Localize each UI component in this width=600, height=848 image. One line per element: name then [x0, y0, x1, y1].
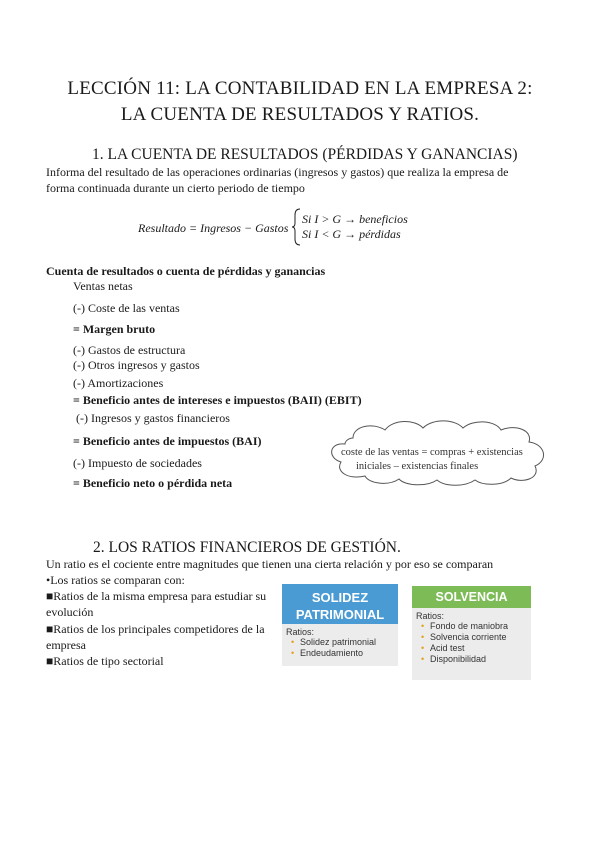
account-item-financieros: (-) Ingresos y gastos financieros [73, 411, 230, 425]
solvencia-ratios-list [416, 621, 527, 665]
solidez-ratios-list [286, 637, 394, 659]
formula-lhs: Resultado = Ingresos − Gastos [138, 221, 289, 235]
solvencia-ratio-item: • Acid test [430, 643, 527, 654]
formula-brace-icon [291, 208, 301, 246]
formula-case-benefits: Si I > G → beneficios [302, 212, 408, 226]
ratio-bullet-3: ■Ratios de tipo sectorial [46, 654, 164, 668]
account-item-ventas-netas: Ventas netas [73, 279, 133, 293]
solvencia-header: SOLVENCIA [412, 586, 531, 608]
ratio-bullet-1-line2: evolución [46, 605, 94, 619]
solvencia-ratio-item: • Fondo de maniobra [430, 621, 527, 632]
page-title-line2: LA CUENTA DE RESULTADOS Y RATIOS. [120, 104, 480, 125]
account-item-amortizaciones: (-) Amortizaciones [73, 376, 164, 390]
account-item-gastos-estructura: (-) Gastos de estructura [73, 343, 186, 357]
account-item-bai: = Beneficio antes de impuestos (BAI) [73, 434, 262, 448]
ratio-bullet-2-line1: ■Ratios de los principales competidores de la [46, 622, 265, 636]
solidez-ratios-label: Ratios: [286, 627, 315, 637]
cloud-text-line1: coste de las ventas = compras + existencias [341, 447, 523, 458]
solidez-title-line2: PATRIMONIAL [295, 607, 385, 622]
solvencia-card [412, 608, 531, 680]
solidez-patrimonial-card [282, 624, 398, 666]
ratio-bullet-1-line1: ■Ratios de la misma empresa para estudiar su [46, 589, 267, 603]
solidez-patrimonial-header [282, 584, 398, 624]
account-item-margen-bruto: = Margen bruto [73, 322, 156, 336]
section1-intro-line1: Informa del resultado de las operaciones ordinarias (ingresos y gastos) que realiza la empresa de [46, 165, 509, 179]
section2-intro: Un ratio es el cociente entre magnitudes que tienen una cierta relación y por eso se comparan [46, 557, 494, 571]
account-item-baii: = Beneficio antes de intereses e impuestos (BAII) (EBIT) [73, 393, 362, 407]
section1-intro-line2: forma continuada durante un cierto periodo de tiempo [46, 181, 305, 195]
cloud-text-line2: iniciales – existencias finales [356, 461, 479, 472]
page-title-line1: LECCIÓN 11: LA CONTABILIDAD EN LA EMPRESA 2: [67, 78, 533, 99]
solvencia-ratio-item: • Solvencia corriente [430, 632, 527, 643]
section2-compared: •Los ratios se comparan con: [46, 573, 185, 587]
solidez-title-line1: SOLIDEZ [311, 590, 369, 605]
section1-heading: 1. LA CUENTA DE RESULTADOS (PÉRDIDAS Y GANANCIAS) [92, 146, 518, 163]
account-item-coste-ventas: (-) Coste de las ventas [73, 301, 180, 315]
section2-heading: 2. LOS RATIOS FINANCIEROS DE GESTIÓN. [93, 539, 401, 556]
account-item-otros-ingresos: (-) Otros ingresos y gastos [73, 358, 200, 372]
account-item-beneficio-neto: = Beneficio neto o pérdida neta [73, 476, 233, 490]
account-title: Cuenta de resultados o cuenta de pérdidas y ganancias [46, 264, 326, 278]
solvencia-ratios-label: Ratios: [416, 611, 445, 621]
formula-case-losses: Si I < G → pérdidas [302, 227, 401, 241]
solidez-ratio-item: • Endeudamiento [300, 648, 394, 659]
solvencia-ratio-item: • Disponibilidad [430, 654, 527, 665]
solidez-ratio-item: • Solidez patrimonial [300, 637, 394, 648]
account-item-impuesto: (-) Impuesto de sociedades [73, 456, 202, 470]
ratio-bullet-2-line2: empresa [46, 638, 86, 652]
